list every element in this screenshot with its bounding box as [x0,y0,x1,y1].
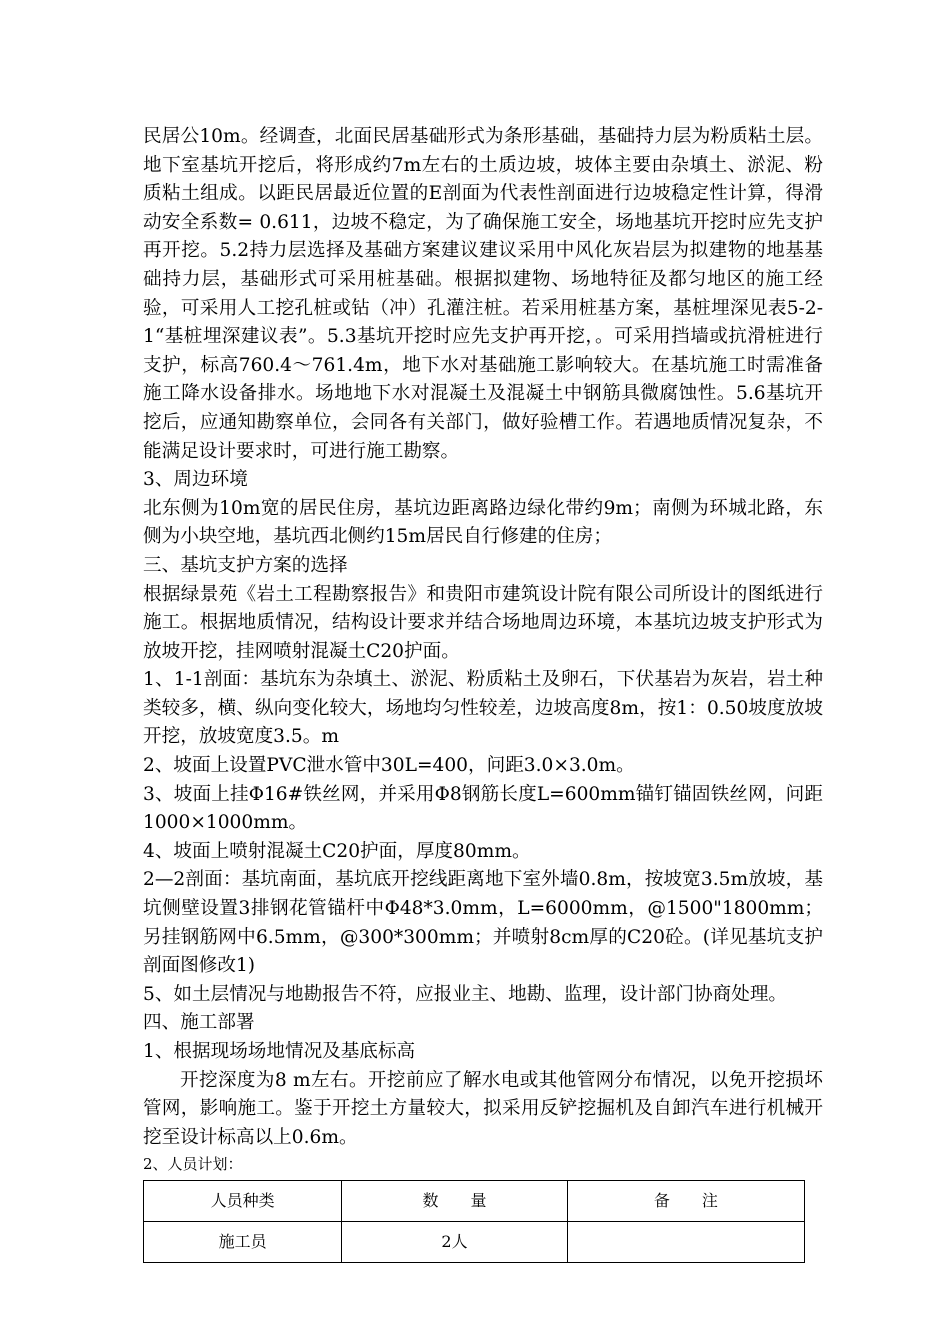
paragraph-soil-mismatch: 5、如土层情况与地勘报告不符，应报业主、地勘、监理，设计部门协商处理。 [143,983,788,1005]
heading-site-conditions: 1、根据现场场地情况及基底标高 [143,1041,416,1062]
paragraph-section-2-2: 2—2剖面：基坑南面，基坑底开挖线距离地下室外墙0.8m，按坡宽3.5m放坡，基坑侧壁设置3排钢花管锚杆中Φ48*3.0mm，L=6000mm，@1500"1800mm；另挂钢筋网中6.5mm，@300*300mm；并喷射8cm厚的C20砼。(详见基坑支护剖面图修改1) [143,869,823,977]
header-remarks: 备 注 [567,1181,804,1222]
cell-remarks [567,1222,804,1263]
heading-support-plan: 三、基坑支护方案的选择 [143,554,348,576]
paragraph-support-plan: 根据绿景苑《岩土工程勘察报告》和贵阳市建筑设计院有限公司所设计的图纸进行施工。根据地质情况，结构设计要求并结合场地周边环境，本基坑边坡支护形式为放坡开挖，挂网喷射混凝土C20护面。 [143,583,823,662]
paragraph-wire-mesh: 3、坡面上挂Φ16#铁丝网，并采用Φ8钢筋长度L=600mm锚钉锚固铁丝网，问距1000×1000mm。 [143,783,823,834]
document-body [143,123,823,1263]
table-header-row [144,1181,805,1222]
staff-plan-table [143,1180,805,1263]
paragraph-surroundings: 北东侧为10m宽的居民住房，基坑边距离路边绿化带约9m；南侧为环城北路，东侧为小块空地，基坑西北侧约15m居民自行修建的住房； [143,497,823,548]
paragraph-investigation: 民居公10m。经调查，北面民居基础形式为条形基础，基础持力层为粉质粘土层。地下室基坑开挖后，将形成约7m左右的土质边坡，坡体主要由杂填土、淤泥、粉质粘土组成。以距民居最近位置的E剖面为代表性剖面进行边坡稳定性计算，得滑动安全系数= 0.611，边坡不稳定，为了确保施工安全，场地基坑开挖时应先支护再开挖。5.2持力层选择及基础方案建议建议采用中风化灰岩层为拟建物的地基基础持力层，基础形式可采用桩基础。根据拟建物、场地特征及都匀地区的施工经验，可采用人工挖孔桩或钻（冲）孔灌注桩。若采用桩基方案，基桩埋深见表5-2-1“基桩埋深建议表”。5.3基坑开挖时应先支护再开挖，。可采用挡墙或抗滑桩进行支护，标高760.4～761.4m，地下水对基础施工影响较大。在基坑施工时需准备施工降水设备排水。场地地下水对混凝土及混凝土中钢筋具微腐蚀性。5.6基坑开挖后，应通知勘察单位，会同各有关部门，做好验槽工作。若遇地质情况复杂，不能满足设计要求时，可进行施工勘察。 [143,126,823,462]
paragraph-excavation: 开挖深度为8 m左右。开挖前应了解水电或其他管网分布情况，以免开挖损坏管网，影响施工。鉴于开挖土方量较大，拟采用反铲挖掘机及自卸汽车进行机械开挖至设计标高以上0.6m。 [143,1069,823,1148]
header-quantity: 数 量 [342,1181,567,1222]
cell-staff-type: 施工员 [144,1222,342,1263]
heading-deployment: 四、施工部署 [143,1012,255,1034]
paragraph-shotcrete: 4、坡面上喷射混凝土C20护面，厚度80mm。 [143,840,531,862]
header-staff-type: 人员种类 [144,1181,342,1222]
cell-quantity: 2人 [342,1222,567,1263]
heading-staff-plan: 2、人员计划： [143,1155,243,1174]
paragraph-drain-pipe: 2、坡面上设置PVC泄水管中30L=400，问距3.0×3.0m。 [143,755,635,777]
paragraph-section-1-1: 1、1-1剖面：基坑东为杂填土、淤泥、粉质粘土及卵石，下伏基岩为灰岩，岩土种类较多，横、纵向变化较大，场地均匀性较差，边坡高度8m，按1：0.50坡度放坡开挖，放坡宽度3.5。m [143,669,823,748]
table-row [144,1222,805,1263]
heading-surroundings: 3、周边环境 [143,469,248,491]
